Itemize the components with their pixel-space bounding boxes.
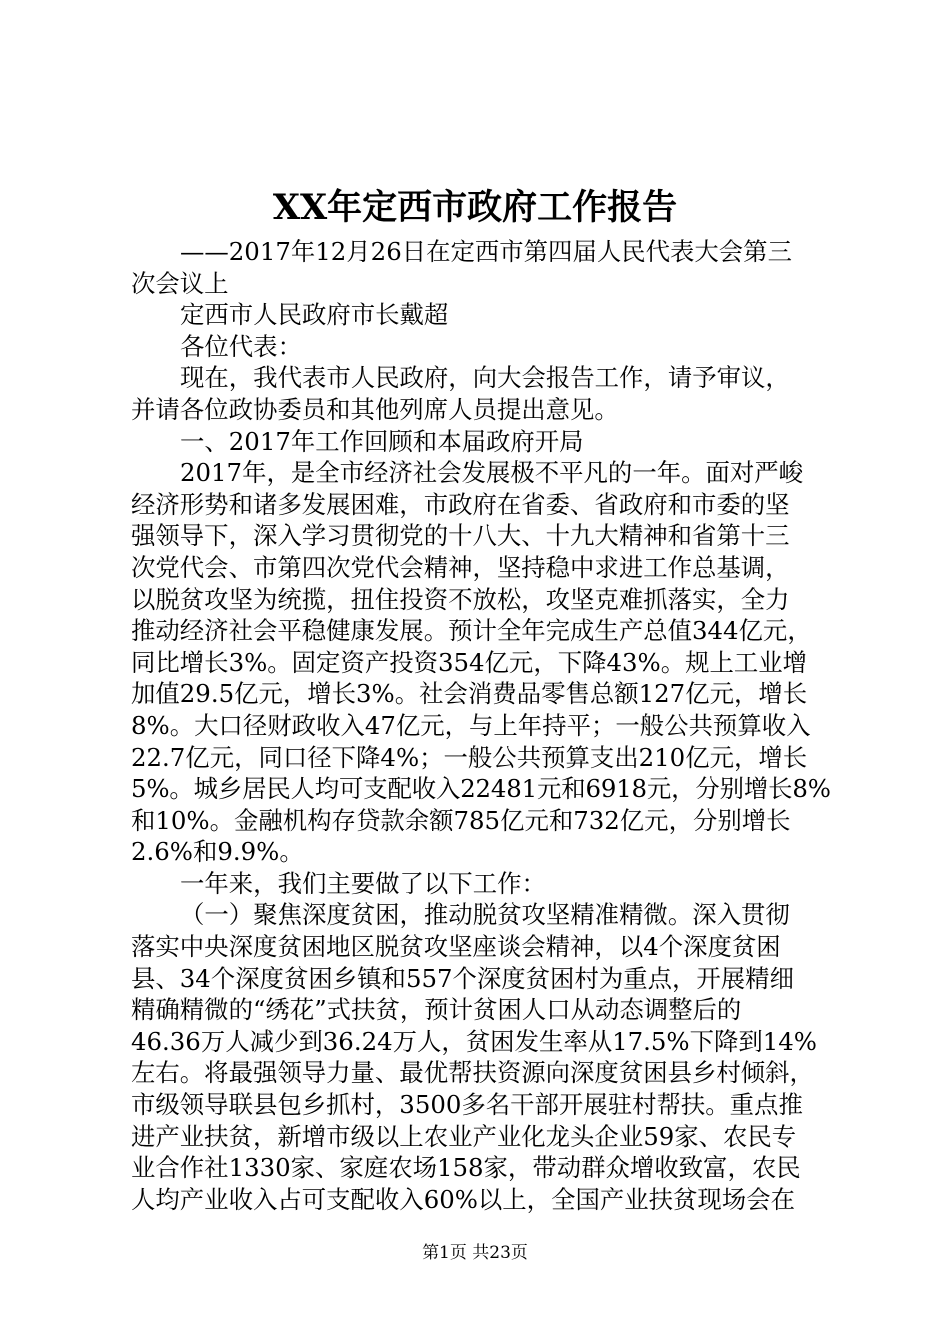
text-line: 以脱贫攻坚为统揽，扭住投资不放松，攻坚克难抓落实，全力	[131, 584, 790, 614]
text-line: 各位代表：	[180, 331, 302, 361]
text-line: 落实中央深度贫困地区脱贫攻坚座谈会精神，以4个深度贫困	[131, 932, 781, 962]
text-line: 左右。将最强领导力量、最优帮扶资源向深度贫困县乡村倾斜，	[131, 1058, 814, 1088]
text-line: 一年来，我们主要做了以下工作：	[180, 868, 546, 898]
text-line: （一）聚焦深度贫困，推动脱贫攻坚精准精微。深入贯彻	[180, 900, 790, 930]
text-line: 加值29.5亿元，增长3%。社会消费品零售总额127亿元，增长	[131, 679, 808, 709]
text-line: 46.36万人减少到36.24万人，贫困发生率从17.5%下降到14%	[131, 1026, 817, 1056]
text-line: 2017年，是全市经济社会发展极不平凡的一年。面对严峻	[180, 458, 804, 488]
text-line: 2.6%和9.9%。	[131, 837, 304, 867]
text-line: 同比增长3%。固定资产投资354亿元，下降43%。规上工业增	[131, 647, 808, 677]
document-body	[131, 236, 831, 1215]
text-line: 一、2017年工作回顾和本届政府开局	[180, 426, 584, 456]
text-line: 业合作社1330家、家庭农场158家，带动群众增收致富，农民	[131, 1153, 801, 1183]
document-title: XX年定西市政府工作报告	[272, 187, 678, 228]
page-footer: 第1页 共23页	[422, 1243, 528, 1263]
text-line: 人均产业收入占可支配收入60%以上，全国产业扶贫现场会在	[131, 1184, 795, 1214]
text-line: 22.7亿元，同口径下降4%；一般公共预算支出210亿元，增长	[131, 742, 808, 772]
text-line: 并请各位政协委员和其他列席人员提出意见。	[131, 394, 619, 424]
text-line: 精确精微的“绣花”式扶贫，预计贫困人口从动态调整后的	[131, 995, 742, 1025]
text-line: 次党代会、市第四次党代会精神，坚持稳中求进工作总基调，	[131, 552, 790, 582]
text-line: 5%。城乡居民人均可支配收入22481元和6918元，分别增长8%	[131, 774, 831, 804]
text-line: 推动经济社会平稳健康发展。预计全年完成生产总值344亿元，	[131, 616, 812, 646]
text-line: 次会议上	[131, 268, 229, 298]
text-line: 定西市人民政府市长戴超	[180, 300, 449, 330]
text-line: 经济形势和诸多发展困难，市政府在省委、省政府和市委的坚	[131, 489, 790, 519]
text-line: 和10%。金融机构存贷款余额785亿元和732亿元，分别增长	[131, 805, 791, 835]
text-line: 强领导下，深入学习贯彻党的十八大、十九大精神和省第十三	[131, 521, 790, 551]
text-line: ——2017年12月26日在定西市第四届人民代表大会第三	[180, 237, 792, 266]
text-line: 现在，我代表市人民政府，向大会报告工作，请予审议，	[180, 363, 790, 393]
text-line: 县、34个深度贫困乡镇和557个深度贫困村为重点，开展精细	[131, 963, 794, 993]
text-line: 市级领导联县包乡抓村，3500多名干部开展驻村帮扶。重点推	[131, 1090, 803, 1120]
text-line: 8%。大口径财政收入47亿元，与上年持平；一般公共预算收入	[131, 710, 811, 740]
text-line: 进产业扶贫，新增市级以上农业产业化龙头企业59家、农民专	[131, 1121, 797, 1151]
